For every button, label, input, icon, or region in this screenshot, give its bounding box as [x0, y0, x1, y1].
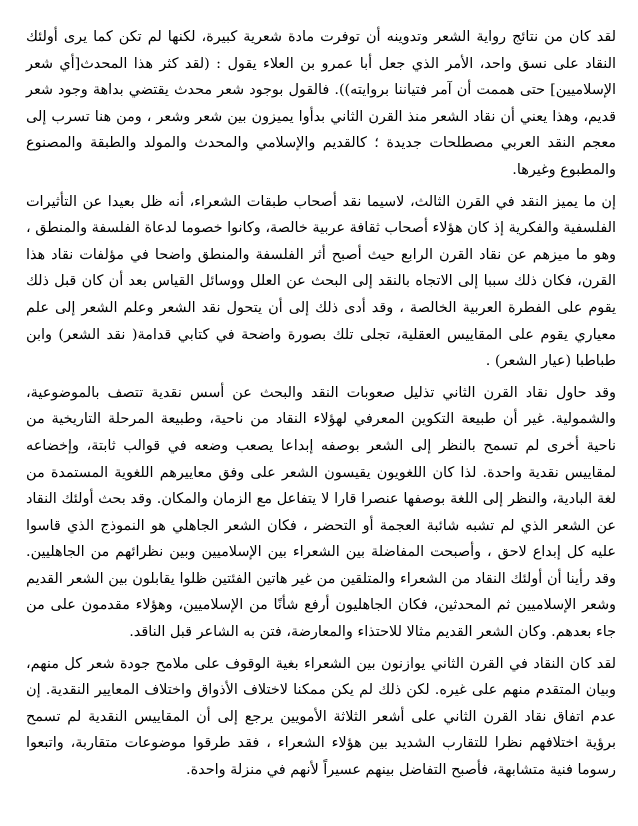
- paragraph-4: لقد كان النقاد في القرن الثاني يوازنون بين الشعراء بغية الوقوف على ملامح جودة شعر كل منهم، وبيان المتقدم منهم على غيره. لكن ذلك لم يكن ممكنا لاختلاف الأذواق واختلاف المعايير النقدية. إن عدم اتفاق نقاد القرن الثاني على أشعر الثلاثة الأمويين يرجع إلى أن المقاييس النقدية لم تسمح برؤية اختلافهم نظرا للتقارب الشديد بين هؤلاء الشعراء ، فقد طرقوا موضوعات متقاربة، واتبعوا رسوما فنية متشابهة، فأصبح التفاضل بينهم عسيراً لأنهم في منزلة واحدة.: [26, 655, 616, 779]
- paragraph-2: إن ما يميز النقد في القرن الثالث، لاسيما نقد أصحاب طبقات الشعراء، أنه ظل بعيدا عن التأثيرات الفلسفية والفكرية إذ كان هؤلاء أصحاب ثقافة عربية خالصة، وكانوا خصوما لدعاة الفلسفة والمنطق ، وهو ما ميزهم عن نقاد القرن الرابع حيث أصبح أثر الفلسفة والمنطق واضحا في مؤلفات نقاد هذا القرن، فكان ذلك سببا إلى الاتجاه بالنقد إلى البحث عن العلل ووسائل القياس بعد أن كان قبل ذلك يقوم على الفطرة العربية الخالصة ، وقد أدى ذلك إلى أن يتحول نقد الشعر وعلم الشعر إلى علم معياري يقوم على المقاييس العقلية، تجلى تلك بصورة واضحة في كتابي قدامة( نقد الشعر) وابن طباطبا (عيار الشعر) .: [26, 193, 616, 370]
- paragraph-1: لقد كان من نتائج رواية الشعر وتدوينه أن توفرت مادة شعرية كبيرة، لكنها لم تكن كما يرى أولئك النقاد على نسق واحد، الأمر الذي جعل أبا عمرو بن العلاء يقول : (لقد كثر هذا المحدث[أي شعر الإسلاميين] حتى هممت أن آمر فتياننا بروايته)). فالقول بوجود شعر محدث يقتضي بداهة وجود شعر قديم، وهذا يعني أن نقاد الشعر منذ القرن الثاني بدأوا يميزون بين شعر وشعر ، ومن هنا تسرب إلى معجم النقد العربي مصطلحات جديدة ؛ كالقديم والإسلامي والمحدث والمولد والطبقة والمصنوع والمطبوع وغيرها.: [26, 29, 616, 178]
- paragraph-3: وقد حاول نقاد القرن الثاني تذليل صعوبات النقد والبحث عن أسس نقدية تتصف بالموضوعية، والشمولية. غير أن طبيعة التكوين المعرفي لهؤلاء النقاد من ناحية، وطبيعة المرحلة التاريخية من ناحية أخرى لم تسمح بالنظر إلى الشعر بوصفه إبداعا يصعب وضعه في قوالب ثابتة، وإخضاعه لمقاييس نقدية واحدة. لذا كان اللغويون يقيسون الشعر على وفق معاييرهم اللغوية المستمدة من لغة البادية، والنظر إلى اللغة بوصفها عنصرا قارا لا يتفاعل مع الزمان والمكان. وقد بحث أولئك النقاد عن الشعر الذي لم تشبه شائبة العجمة أو التحضر ، فكان الشعر الجاهلي هو النموذج الذي قاسوا عليه كل إبداع لاحق ، وأصبحت المفاضلة بين الشعراء بين الإسلاميين وبين نظرائهم من الجاهليين. وقد رأينا أن أولئك النقاد من الشعراء والمتلقين من غير هاتين الفئتين ظلوا يقابلون بين الشعر القديم وشعر الإسلاميين ثم المحدثين، فكان الجاهليون أرفع شأنًا من الإسلاميين، وهؤلاء مقدمون على من جاء بعدهم. وكان الشعر القديم مثالا للاحتذاء والمعارضة، فتن به الشاعر قبل الناقد.: [26, 384, 616, 641]
